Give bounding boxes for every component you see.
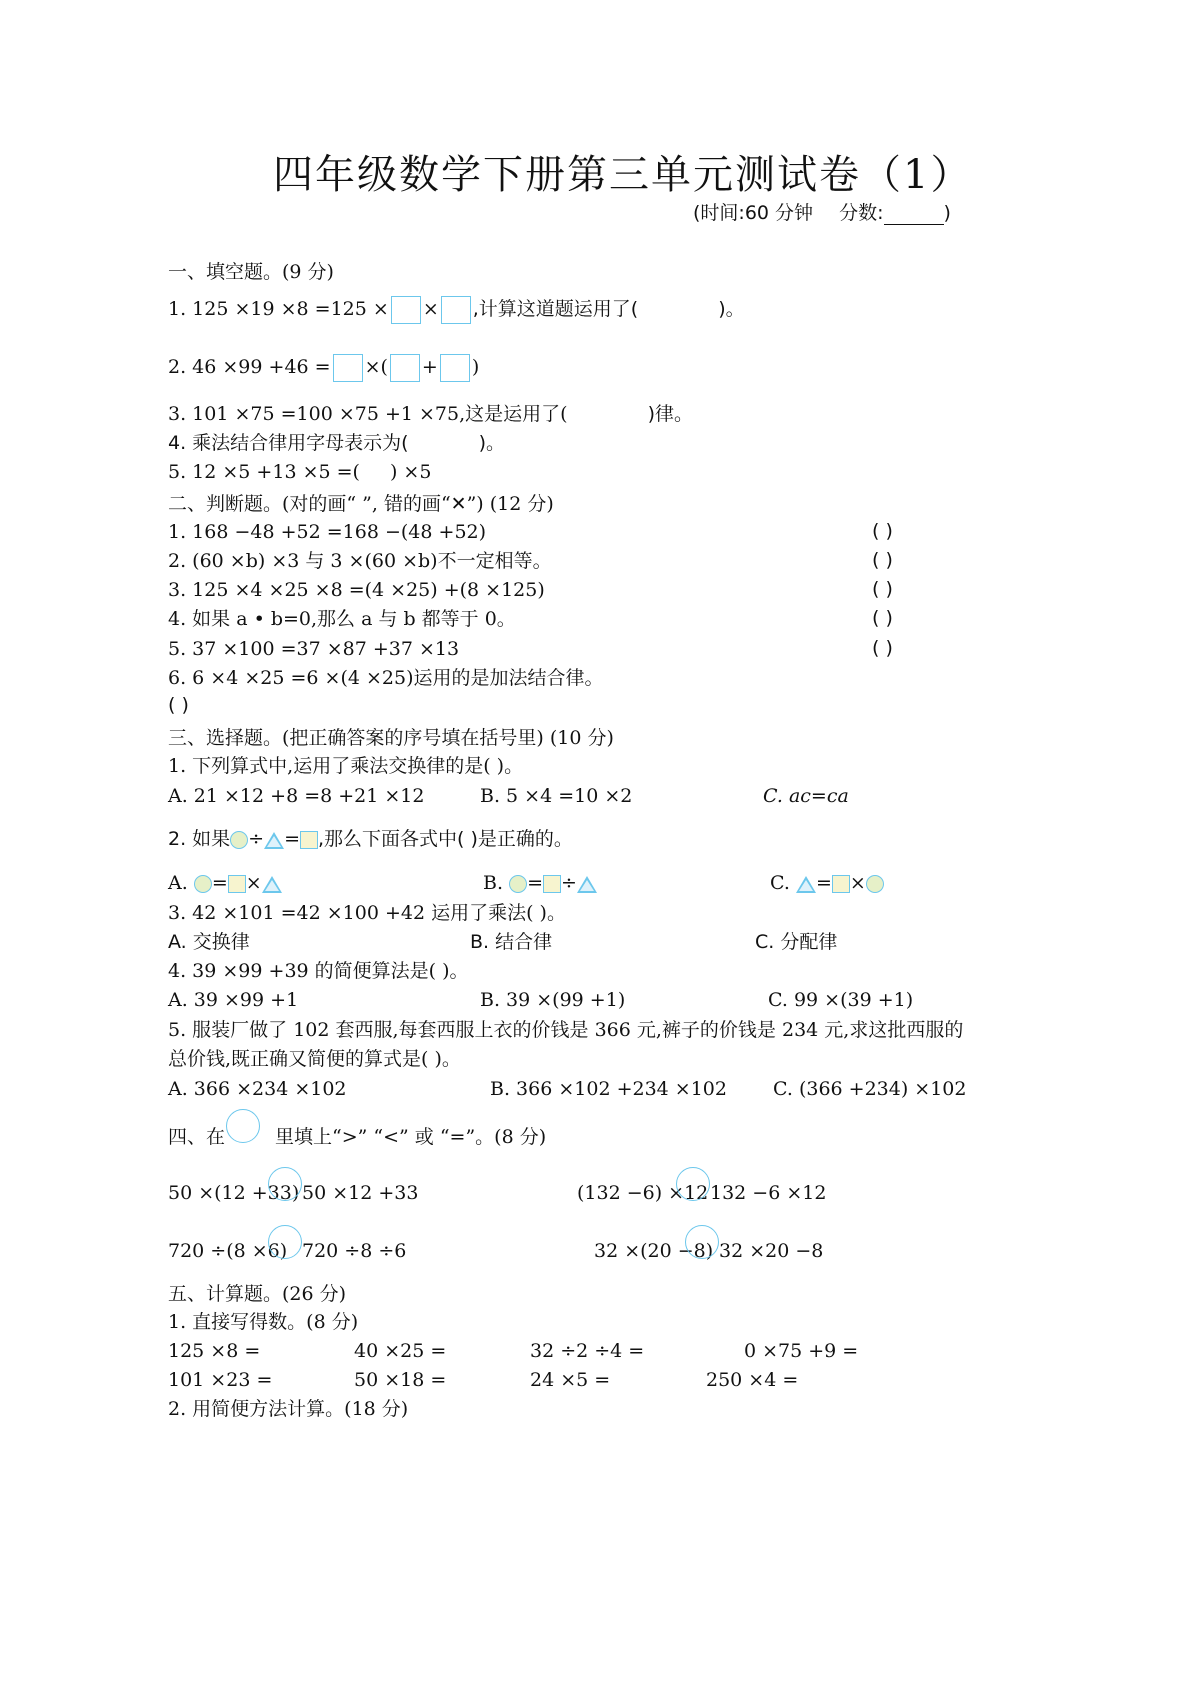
section-1-heading: 一、填空题。(9 分) [168,261,334,283]
choice-q3-opt-b[interactable]: B. 结合律 [470,931,553,953]
choice-q1-opt-a[interactable]: A. 21 ×12 +8 =8 +21 ×12 [168,785,425,807]
calc-r2-c2: 50 ×18 = [354,1369,447,1391]
choice-q2-opt-a[interactable]: A. = × [168,870,282,896]
s1-q1 [168,296,745,324]
section-5-heading: 五、计算题。(26 分) [168,1283,347,1305]
square-icon [832,875,850,893]
calc-r2-c1: 101 ×23 = [168,1369,273,1391]
s1-q2-times: ×( [364,356,388,378]
compare-left-1: 50 ×(12 +33) [168,1182,300,1204]
s1-q5-text: 5. 12 ×5 +13 ×5 =( [168,461,360,483]
compare-right-1: 50 ×12 +33 [302,1182,419,1204]
score-blank[interactable] [884,206,944,225]
calc-r2-c3: 24 ×5 = [530,1369,611,1391]
compare-left-3: 720 ÷(8 ×6) [168,1240,288,1262]
s1-q5 [168,459,431,485]
time-label: (时间:60 分钟 [693,202,814,224]
compare-answer-circle[interactable] [268,1167,302,1201]
choice-q2-div: ÷ [248,828,265,850]
judge-paren-3[interactable]: ( ) [872,578,893,600]
choice-q1-opt-c[interactable]: C. ac=ca [763,785,849,807]
choice-q2-opt-b[interactable]: B. = ÷ [483,870,597,896]
judge-item-2: 2. (60 ×b) ×3 与 3 ×(60 ×b)不一定相等。 [168,550,552,572]
choice-q5-opt-c[interactable]: C. (366 +234) ×102 [773,1078,967,1100]
compare-answer-circle[interactable] [268,1225,302,1259]
compare-left-4: 32 ×(20 −8) [594,1240,714,1262]
calc-r1-c3: 32 ÷2 ÷4 = [530,1340,645,1362]
s1-q1-text-2: ,计算这道题运用了( [472,298,639,320]
choice-q4-opt-a[interactable]: A. 39 ×99 +1 [168,989,299,1011]
s1-q3-close: )律。 [647,403,693,425]
judge-item-4: 4. 如果 a • b=0,那么 a 与 b 都等于 0。 [168,608,516,630]
compare-left-2: (132 −6) ×12 [577,1182,709,1204]
judge-paren-6[interactable]: ( ) [168,694,189,716]
exam-meta [693,198,951,225]
s1-q1-close: )。 [718,298,745,320]
s1-q1-times: × [422,298,439,320]
s5-sub2: 2. 用简便方法计算。(18 分) [168,1398,409,1420]
compare-right-2: 132 −6 ×12 [710,1182,827,1204]
judge-paren-2[interactable]: ( ) [872,549,893,571]
circle-icon [509,875,527,893]
meta-close: ) [943,202,951,224]
judge-item-3: 3. 125 ×4 ×25 ×8 =(4 ×25) +(8 ×125) [168,579,545,601]
calc-r1-c1: 125 ×8 = [168,1340,261,1362]
choice-q2-text-2: ,那么下面各式中( )是正确的。 [318,828,573,850]
section-2-heading: 二、判断题。(对的画“ ”, 错的画“✕”) (12 分) [168,493,554,515]
triangle-icon [577,876,597,893]
choice-q5-line-2: 总价钱,既正确又简便的算式是( )。 [168,1048,461,1070]
s1-q4-text: 4. 乘法结合律用字母表示为( [168,432,409,454]
opt-a-label: A. [168,872,188,894]
s1-q1-text: 1. 125 ×19 ×8 =125 × [168,298,389,320]
s4-heading-a: 四、在 [168,1126,226,1148]
judge-paren-1[interactable]: ( ) [872,520,893,542]
choice-q4: 4. 39 ×99 +39 的简便算法是( )。 [168,960,469,982]
choice-q2 [168,826,573,852]
score-label: 分数: [839,202,884,224]
section-3-heading: 三、选择题。(把正确答案的序号填在括号里) (10 分) [168,727,614,749]
choice-q2-opt-c[interactable]: C. = × [770,870,884,896]
judge-item-5: 5. 37 ×100 =37 ×87 +37 ×13 [168,638,460,660]
section-4-heading [168,1122,546,1149]
compare-answer-circle[interactable] [685,1225,719,1259]
choice-q1-opt-b[interactable]: B. 5 ×4 =10 ×2 [480,785,633,807]
choice-q2-text: 2. 如果 [168,828,231,850]
square-icon [228,875,246,893]
answer-box[interactable] [441,296,471,324]
calc-r1-c2: 40 ×25 = [354,1340,447,1362]
judge-paren-5[interactable]: ( ) [872,637,893,659]
opt-b-label: B. [483,872,504,894]
s4-heading-b: 里填上“>” “<” 或 “=”。(8 分) [275,1126,547,1148]
choice-q1: 1. 下列算式中,运用了乘法交换律的是( )。 [168,755,524,777]
s1-q2-plus: + [421,356,438,378]
choice-q3-opt-c[interactable]: C. 分配律 [755,931,838,953]
circle-icon [230,831,248,849]
s1-q4-close: )。 [478,432,506,454]
calc-r1-c4: 0 ×75 +9 = [744,1340,859,1362]
s1-q2-close: ) [471,356,480,378]
s1-q2 [168,354,479,382]
triangle-icon [262,876,282,893]
choice-q2-eq: = [284,828,301,850]
compare-answer-circle[interactable] [676,1167,710,1201]
s1-q3-text: 3. 101 ×75 =100 ×75 +1 ×75,这是运用了( [168,403,568,425]
s1-q2-text: 2. 46 ×99 +46 = [168,356,331,378]
choice-q5-opt-a[interactable]: A. 366 ×234 ×102 [168,1078,347,1100]
square-icon [300,831,318,849]
choice-q4-opt-c[interactable]: C. 99 ×(39 +1) [768,989,914,1011]
circle-icon [194,875,212,893]
judge-paren-4[interactable]: ( ) [872,607,893,629]
answer-box[interactable] [390,354,420,382]
choice-q5-opt-b[interactable]: B. 366 ×102 +234 ×102 [490,1078,727,1100]
answer-box[interactable] [333,354,363,382]
s1-q5-close: ) ×5 [389,461,432,483]
page-title: 四年级数学下册第三单元测试卷（1） [273,152,973,198]
s1-q3 [168,401,693,427]
compare-right-4: 32 ×20 −8 [719,1240,824,1262]
triangle-icon [796,876,816,893]
s5-sub1: 1. 直接写得数。(8 分) [168,1311,359,1333]
compare-right-3: 720 ÷8 ÷6 [302,1240,407,1262]
s1-q4 [168,430,505,456]
choice-q3: 3. 42 ×101 =42 ×100 +42 运用了乘法( )。 [168,902,566,924]
choice-q5-line-1: 5. 服装厂做了 102 套西服,每套西服上衣的价钱是 366 元,裤子的价钱是 234 元,求这批西服的 [168,1019,964,1041]
answer-box[interactable] [391,296,421,324]
choice-q3-opt-a[interactable]: A. 交换律 [168,931,250,953]
circle-icon [866,875,884,893]
triangle-icon [264,832,284,849]
answer-box[interactable] [440,354,470,382]
choice-q4-opt-b[interactable]: B. 39 ×(99 +1) [480,989,626,1011]
opt-c-label: C. [770,872,790,894]
compare-circle-icon [226,1109,260,1143]
calc-r2-c4: 250 ×4 = [706,1369,799,1391]
judge-item-1: 1. 168 −48 +52 =168 −(48 +52) [168,521,487,543]
judge-item-6: 6. 6 ×4 ×25 =6 ×(4 ×25)运用的是加法结合律。 [168,667,604,689]
square-icon [543,875,561,893]
